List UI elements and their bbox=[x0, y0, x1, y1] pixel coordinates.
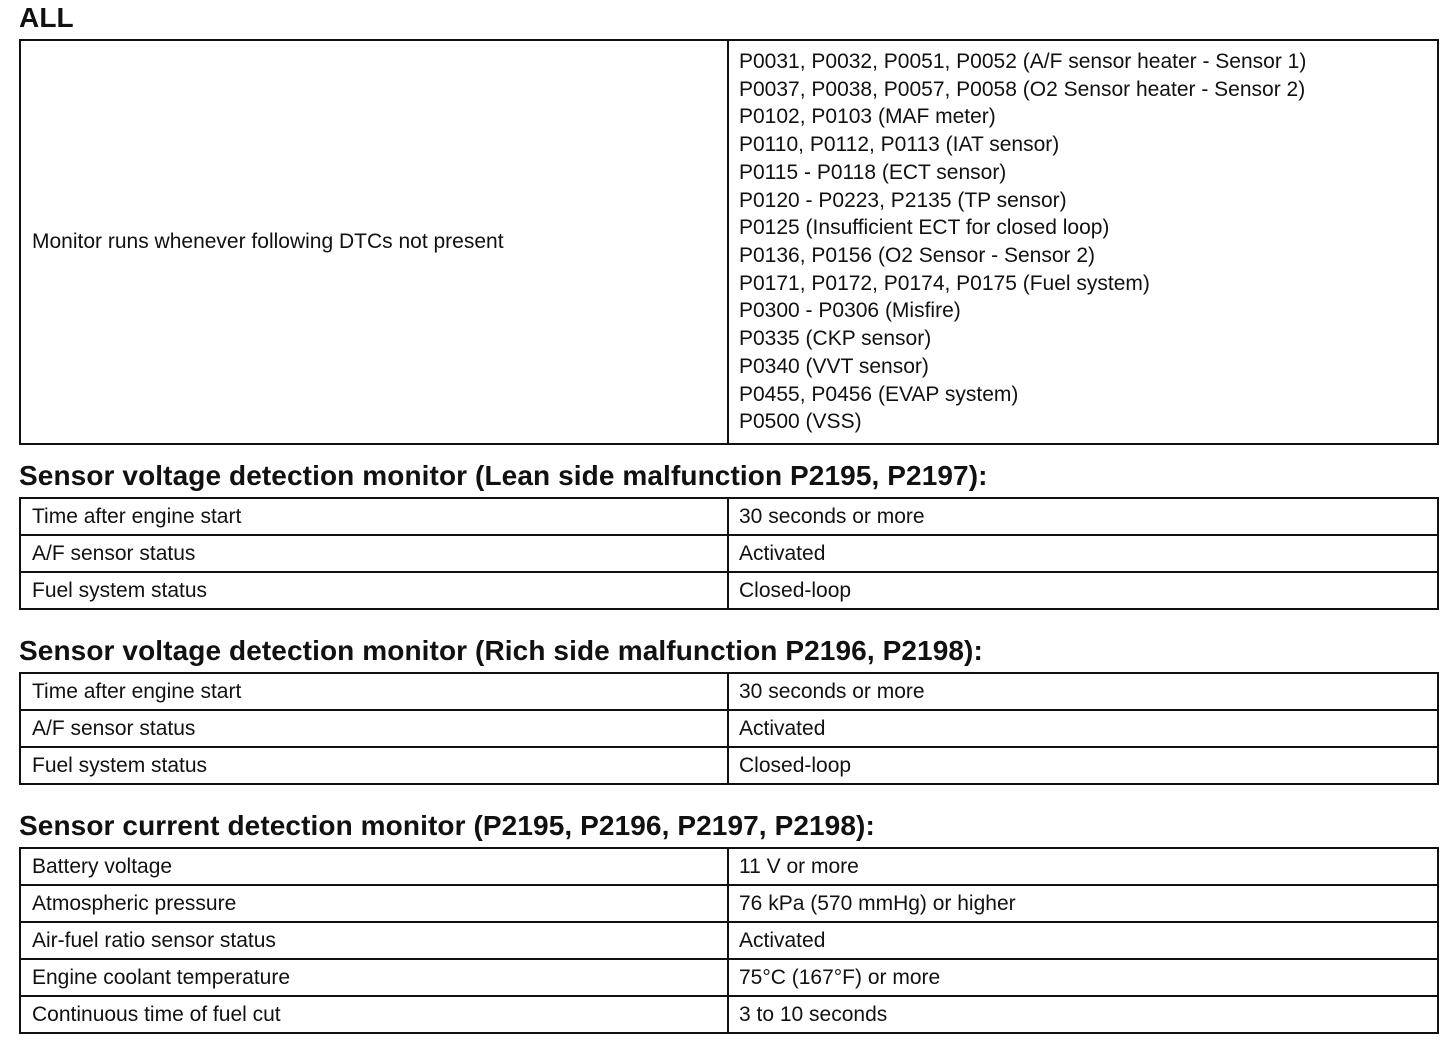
lean-side-table bbox=[19, 497, 1439, 610]
condition-value: 75°C (167°F) or more bbox=[728, 959, 1438, 996]
dtc-list-item: P0115 - P0118 (ECT sensor) bbox=[739, 160, 1007, 184]
condition-value: 11 V or more bbox=[728, 848, 1438, 885]
table-row bbox=[20, 848, 1438, 885]
dtc-list-item: P0455, P0456 (EVAP system) bbox=[739, 382, 1019, 406]
all-conditions-table bbox=[19, 39, 1439, 445]
rich-side-table bbox=[19, 672, 1439, 785]
table-row bbox=[20, 572, 1438, 609]
dtc-list-item: P0500 (VSS) bbox=[739, 410, 862, 434]
dtc-list-item: P0110, P0112, P0113 (IAT sensor) bbox=[739, 133, 1060, 157]
table-row bbox=[20, 673, 1438, 710]
dtc-list-item: P0136, P0156 (O2 Sensor - Sensor 2) bbox=[739, 244, 1096, 267]
condition-value: 3 to 10 seconds bbox=[728, 996, 1438, 1033]
condition-value: Closed-loop bbox=[728, 747, 1438, 784]
condition-label: Monitor runs whenever following DTCs not present bbox=[20, 40, 728, 444]
table-row bbox=[20, 710, 1438, 747]
condition-label: Continuous time of fuel cut bbox=[20, 996, 728, 1033]
dtc-list-item: P0300 - P0306 (Misfire) bbox=[739, 299, 961, 323]
condition-value: Activated bbox=[728, 535, 1438, 572]
table-row bbox=[20, 40, 1438, 444]
condition-label: Time after engine start bbox=[20, 498, 728, 535]
condition-value: Activated bbox=[728, 710, 1438, 747]
dtc-list-item: P0340 (VVT sensor) bbox=[739, 354, 929, 378]
condition-label: A/F sensor status bbox=[20, 710, 728, 747]
condition-value: Activated bbox=[728, 922, 1438, 959]
condition-value: 30 seconds or more bbox=[728, 498, 1438, 535]
dtc-list-item: P0037, P0038, P0057, P0058 (O2 Sensor heater - Sensor 2) bbox=[739, 77, 1306, 101]
dtc-list-item: P0120 - P0223, P2135 (TP sensor) bbox=[739, 188, 1067, 212]
condition-label: Battery voltage bbox=[20, 848, 728, 885]
dtc-list-item: P0171, P0172, P0174, P0175 (Fuel system) bbox=[739, 271, 1150, 295]
table-row bbox=[20, 498, 1438, 535]
condition-value: 76 kPa (570 mmHg) or higher bbox=[728, 885, 1438, 922]
condition-label: Engine coolant temperature bbox=[20, 959, 728, 996]
condition-label: Atmospheric pressure bbox=[20, 885, 728, 922]
current-detection-table bbox=[19, 847, 1439, 1034]
dtc-list-item: P0031, P0032, P0051, P0052 (A/F sensor heater - Sensor 1) bbox=[739, 50, 1307, 74]
section-heading-all: ALL bbox=[19, 2, 74, 33]
table-row bbox=[20, 996, 1438, 1033]
condition-label: A/F sensor status bbox=[20, 535, 728, 572]
table-row bbox=[20, 747, 1438, 784]
condition-label: Air-fuel ratio sensor status bbox=[20, 922, 728, 959]
table-row bbox=[20, 959, 1438, 996]
section-heading-lean: Sensor voltage detection monitor (Lean side malfunction P2195, P2197): bbox=[19, 460, 988, 491]
condition-value: 30 seconds or more bbox=[728, 673, 1438, 710]
dtc-list-item: P0335 (CKP sensor) bbox=[739, 327, 932, 351]
section-heading-current: Sensor current detection monitor (P2195, P2196, P2197, P2198): bbox=[19, 810, 875, 841]
dtc-list-item: P0102, P0103 (MAF meter) bbox=[739, 105, 996, 129]
condition-label: Fuel system status bbox=[20, 572, 728, 609]
condition-label: Fuel system status bbox=[20, 747, 728, 784]
condition-value: Closed-loop bbox=[728, 572, 1438, 609]
dtc-list-item: P0125 (Insufficient ECT for closed loop) bbox=[739, 216, 1110, 240]
table-row bbox=[20, 922, 1438, 959]
dtc-list bbox=[728, 40, 1438, 444]
condition-label: Time after engine start bbox=[20, 673, 728, 710]
section-heading-rich: Sensor voltage detection monitor (Rich side malfunction P2196, P2198): bbox=[19, 635, 983, 666]
table-row bbox=[20, 535, 1438, 572]
table-row bbox=[20, 885, 1438, 922]
